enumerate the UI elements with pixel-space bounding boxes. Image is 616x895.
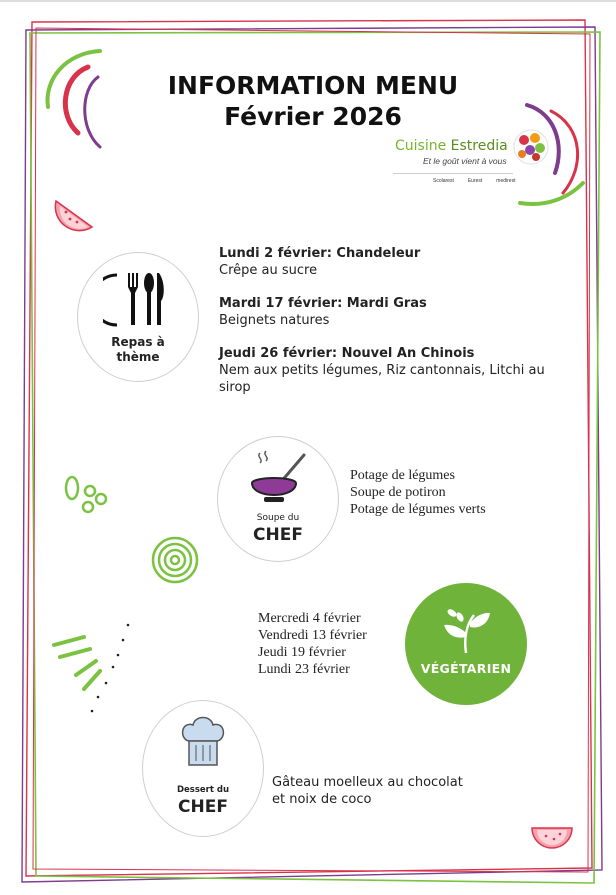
vegetarian-dates-list — [258, 610, 398, 678]
vegetarian-date: Vendredi 13 février — [258, 628, 367, 643]
top-left-arcs-decoration — [40, 45, 110, 160]
watermelon-slice-bottom-icon — [528, 820, 576, 860]
logo-brand — [395, 138, 508, 154]
chef-soup-item: Potage de légumes — [350, 468, 455, 483]
theme-meal-entry — [219, 245, 549, 279]
logo-brand-part2: Estredia — [450, 138, 508, 154]
theme-meal-badge-label: Repas à thème — [111, 335, 165, 364]
vegetarian-date: Mercredi 4 février — [258, 611, 361, 626]
chef-dessert-badge-small: Dessert du — [176, 785, 230, 795]
chef-dessert-desc — [272, 774, 542, 808]
vegetarian-badge — [405, 583, 527, 705]
page-title: INFORMATION MENU — [167, 71, 459, 100]
theme-meal-badge — [77, 252, 199, 382]
chef-hat-icon — [179, 715, 227, 769]
cuisine-estredia-logo — [393, 128, 553, 198]
vegetarian-date: Jeudi 19 février — [258, 645, 346, 660]
green-spiral-decoration — [150, 535, 200, 585]
chef-dessert-badge-big: CHEF — [178, 797, 228, 817]
sprout-icon — [440, 605, 492, 655]
fruit-basket-logo-icon — [512, 128, 550, 166]
logo-partners — [433, 178, 529, 184]
cutlery-icon — [103, 267, 173, 329]
theme-meal-title: Jeudi 26 février: Nouvel An Chinois — [219, 346, 475, 361]
theme-meal-desc: Beignets natures — [219, 313, 330, 328]
logo-tagline: Et le goût vient à vous — [423, 156, 507, 166]
chef-dessert-badge — [142, 700, 264, 837]
theme-meal-desc: Nem aux petits légumes, Riz cantonnais, Litchi au sirop — [219, 363, 545, 395]
theme-meal-desc: Crêpe au sucre — [219, 263, 318, 278]
chef-soup-item: Potage de légumes verts — [350, 502, 486, 517]
theme-meal-title: Lundi 2 février: Chandeleur — [219, 246, 421, 261]
chef-soup-list — [350, 467, 580, 518]
chef-dessert-desc-line: et noix de coco — [272, 792, 372, 807]
theme-meal-title: Mardi 17 février: Mardi Gras — [219, 296, 427, 311]
dashes-dots-decoration — [48, 595, 138, 720]
logo-divider — [393, 173, 513, 174]
page-subtitle-month: Février 2026 — [224, 102, 402, 131]
chef-soup-badge-big: CHEF — [253, 525, 303, 545]
logo-brand-part1: Cuisine — [395, 138, 451, 154]
chef-soup-badge — [217, 436, 339, 562]
partner-medirest: medirest — [496, 178, 516, 184]
vegetarian-badge-label: VÉGÉTARIEN — [420, 661, 512, 676]
theme-meal-entry — [219, 345, 549, 396]
chef-dessert-desc-line: Gâteau moelleux au chocolat — [272, 775, 463, 790]
green-peas-decoration — [60, 472, 110, 517]
soup-bowl-icon — [246, 449, 310, 509]
chef-soup-item: Soupe de potiron — [350, 485, 446, 500]
theme-meal-list — [219, 245, 549, 412]
theme-meal-entry — [219, 295, 549, 329]
partner-scolarest: Scolarest — [433, 178, 454, 184]
watermelon-slice-icon — [50, 197, 96, 237]
partner-eurest: Eurest — [467, 178, 483, 184]
vegetarian-date: Lundi 23 février — [258, 662, 350, 677]
chef-soup-badge-small: Soupe du — [256, 513, 300, 523]
